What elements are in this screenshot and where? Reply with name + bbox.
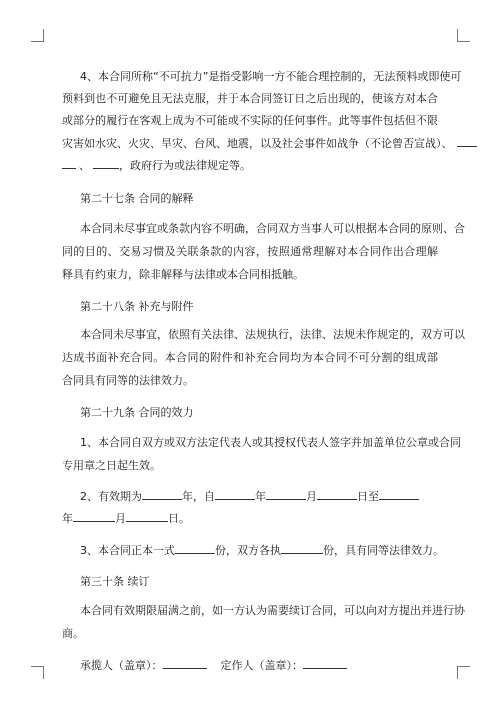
- blank-field: [142, 489, 182, 500]
- contractor-seal-label: 承揽人（盖章）：: [80, 659, 163, 672]
- blank-field: [379, 489, 419, 500]
- paragraph-line: 、 ，政府行为或法律规定等。: [62, 158, 438, 171]
- blank-field: [126, 511, 168, 522]
- crop-mark-bottom-right: [457, 666, 470, 679]
- article-heading: 第二十八条 补充与附件: [80, 300, 194, 313]
- signature-line: [80, 658, 438, 671]
- crop-mark-bottom-left: [31, 666, 44, 679]
- paragraph-line: 1、本合同自双方或双方法定代表人或其授权代表人签字并加盖单位公章或合同: [80, 436, 461, 449]
- line-text: 2、有效期为: [80, 490, 142, 503]
- blank-field: [62, 158, 76, 169]
- line-text: 份，双方各执: [215, 544, 281, 557]
- copies-line: [80, 543, 456, 556]
- line-text: 日至: [357, 490, 379, 503]
- blank-field: [175, 543, 215, 554]
- paragraph-line: [62, 136, 453, 150]
- paragraph-line: 同的目的、交易习惯及关联条款的内容，按照通常理解对本合同作出合理解: [62, 245, 438, 258]
- validity-period-line: [80, 489, 438, 502]
- blank-field: [93, 158, 119, 169]
- paragraph-line: 释具有约束力，除非解释与法律或本合同相抵触。: [62, 268, 304, 281]
- line-text: 年，自: [182, 490, 215, 503]
- line-text: 年: [62, 512, 73, 525]
- line-text: 月: [115, 512, 126, 525]
- crop-mark-top-left: [31, 29, 44, 42]
- validity-period-line: [62, 511, 438, 524]
- line-text: 3、本合同正本一式: [80, 544, 175, 557]
- blank-field: [281, 543, 323, 554]
- article-heading: 第三十条 续订: [80, 575, 150, 588]
- paragraph-line: 4、本合同所称“不可抗力”是指受影响一方不能合理控制的，无法预料或即使可: [80, 70, 462, 83]
- line-text: 年: [255, 490, 266, 503]
- client-seal-label: 定作人（盖章）：: [220, 659, 303, 672]
- line-text: ，政府行为或法律规定等。: [119, 159, 251, 172]
- paragraph-line: 本合同未尽事宜，依照有关法律、法规执行，法律、法规未作规定的，双方可以: [80, 328, 465, 341]
- paragraph-line: 本合同未尽事宜或条款内容不明确，合同双方当事人可以根据本合同的原则、合: [80, 222, 465, 235]
- blank-field: [266, 489, 306, 500]
- line-text: 日。: [168, 512, 190, 525]
- line-text: 灾害如水灾、火灾、旱灾、台风、地震，以及社会事件如战争（不论曾否宣战）、: [62, 137, 453, 150]
- article-heading: 第二十九条 合同的效力: [80, 406, 194, 419]
- paragraph-line: 本合同有效期限届满之前，如一方认为需要续订合同，可以向对方提出并进行协: [80, 604, 465, 617]
- line-text: 份，具有同等法律效力。: [323, 544, 444, 557]
- paragraph-line: 合同具有同等的法律效力。: [62, 374, 194, 387]
- blank-field: [317, 489, 357, 500]
- contractor-seal-field: [163, 658, 207, 669]
- blank-field: [215, 489, 255, 500]
- paragraph-line: 专用章之日起生效。: [62, 459, 161, 472]
- paragraph-line: 或部分的履行在客观上成为不可能或不实际的任何事件。此等事件包括但不限: [62, 114, 438, 127]
- article-heading: 第二十七条 合同的解释: [80, 192, 194, 205]
- paragraph-line: 达成书面补充合同。本合同的附件和补充合同均为本合同不可分割的组成部: [62, 351, 438, 364]
- blank-field: [73, 511, 115, 522]
- paragraph-line: 预料到也不可避免且无法克服，并于本合同签订日之后出现的，使该方对本合: [62, 92, 438, 105]
- crop-mark-top-right: [457, 29, 470, 42]
- paragraph-line: 商。: [62, 627, 84, 640]
- blank-field: [457, 136, 477, 147]
- client-seal-field: [303, 658, 347, 669]
- line-text: 月: [306, 490, 317, 503]
